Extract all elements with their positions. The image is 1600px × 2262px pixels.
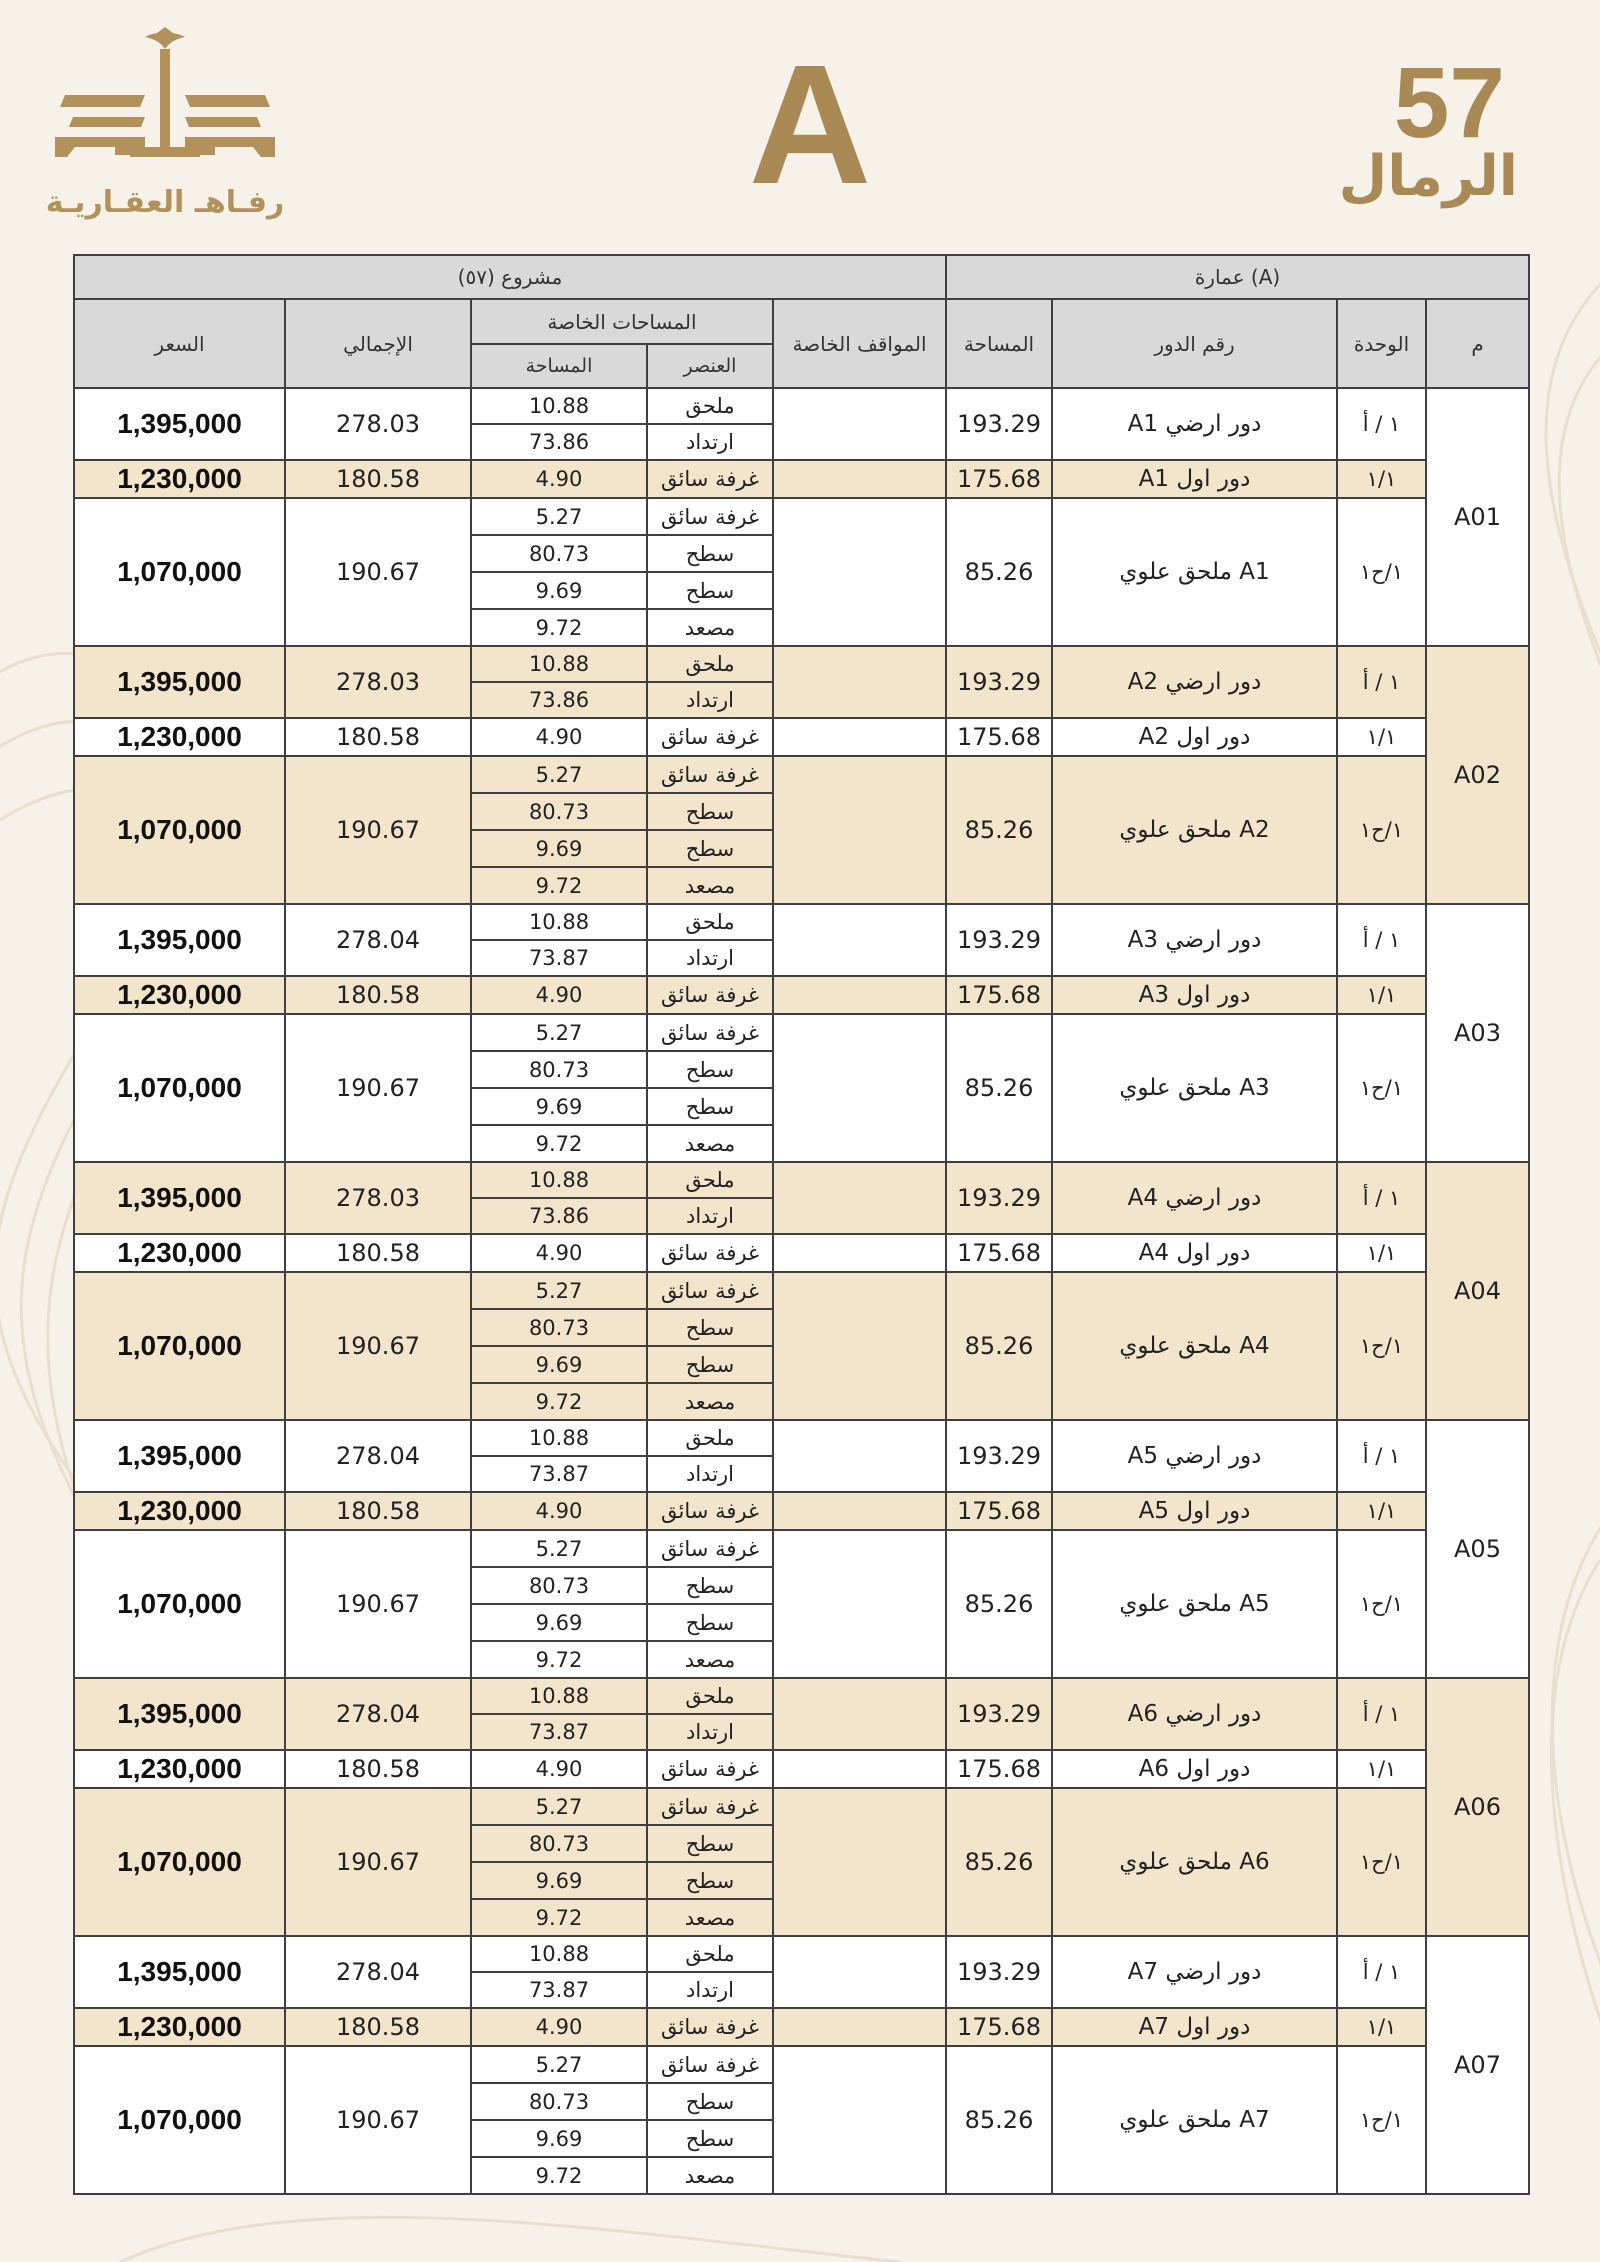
table-row — [74, 1678, 1529, 1714]
private-area-value: 10.88 — [471, 1678, 647, 1714]
unit-total-area: 278.03 — [285, 646, 471, 718]
unit-price: 1,230,000 — [74, 1750, 285, 1788]
unit-code: ١ / أ — [1337, 388, 1426, 460]
unit-total-area: 278.04 — [285, 1420, 471, 1492]
private-area-element: سطح — [647, 1309, 773, 1346]
unit-total-area: 190.67 — [285, 2046, 471, 2194]
unit-price: 1,070,000 — [74, 1014, 285, 1162]
unit-code: ١/ح١ — [1337, 756, 1426, 904]
private-area-element: ارتداد — [647, 1198, 773, 1234]
private-area-element: غرفة سائق — [647, 1272, 773, 1309]
unit-area: 85.26 — [946, 1272, 1052, 1420]
unit-price: 1,395,000 — [74, 1420, 285, 1492]
group-id: A03 — [1426, 904, 1529, 1162]
unit-code: ١/ح١ — [1337, 1272, 1426, 1420]
table-row — [74, 1750, 1529, 1788]
project-label: مشروع (٥٧) — [74, 255, 946, 299]
private-area-element: غرفة سائق — [647, 756, 773, 793]
private-area-value: 10.88 — [471, 646, 647, 682]
private-area-value: 9.69 — [471, 1604, 647, 1641]
private-area-element: غرفة سائق — [647, 1492, 773, 1530]
floor-number: ملحق علوي A5 — [1052, 1530, 1337, 1678]
project-name: الرمال — [1338, 144, 1518, 209]
unit-total-area: 278.03 — [285, 1162, 471, 1234]
private-area-element: ملحق — [647, 904, 773, 940]
header-element: العنصر — [647, 344, 773, 388]
unit-area: 193.29 — [946, 1162, 1052, 1234]
floor-number: ملحق علوي A7 — [1052, 2046, 1337, 2194]
private-area-element: ملحق — [647, 646, 773, 682]
private-area-element: غرفة سائق — [647, 2008, 773, 2046]
table-row — [74, 646, 1529, 682]
unit-area: 85.26 — [946, 1014, 1052, 1162]
unit-price: 1,230,000 — [74, 1234, 285, 1272]
unit-area: 193.29 — [946, 646, 1052, 718]
unit-area: 85.26 — [946, 1530, 1052, 1678]
private-area-element: سطح — [647, 1567, 773, 1604]
unit-price: 1,395,000 — [74, 646, 285, 718]
private-area-element: ملحق — [647, 1162, 773, 1198]
group-id: A02 — [1426, 646, 1529, 904]
private-area-value: 9.69 — [471, 572, 647, 609]
table-row — [74, 718, 1529, 756]
unit-code: ١/١ — [1337, 1234, 1426, 1272]
unit-code: ١/ح١ — [1337, 1014, 1426, 1162]
private-area-value: 73.86 — [471, 1198, 647, 1234]
floor-number: A3 دور اول — [1052, 976, 1337, 1014]
private-area-value: 4.90 — [471, 460, 647, 498]
parking-cell — [773, 1014, 946, 1162]
parking-cell — [773, 646, 946, 718]
unit-code: ١/ح١ — [1337, 1530, 1426, 1678]
private-area-element: سطح — [647, 793, 773, 830]
private-area-value: 80.73 — [471, 535, 647, 572]
unit-area: 85.26 — [946, 498, 1052, 646]
unit-code: ١ / أ — [1337, 646, 1426, 718]
unit-total-area: 180.58 — [285, 2008, 471, 2046]
private-area-element: سطح — [647, 1825, 773, 1862]
private-area-element: ملحق — [647, 1420, 773, 1456]
floor-number: A6 دور اول — [1052, 1750, 1337, 1788]
unit-code: ١/ح١ — [1337, 1788, 1426, 1936]
table-row — [74, 1234, 1529, 1272]
unit-area: 193.29 — [946, 904, 1052, 976]
parking-cell — [773, 388, 946, 460]
floor-number: A2 دور ارضي — [1052, 646, 1337, 718]
unit-price: 1,395,000 — [74, 1936, 285, 2008]
table-row — [74, 460, 1529, 498]
private-area-element: ملحق — [647, 388, 773, 424]
table-row — [74, 1420, 1529, 1456]
private-area-value: 9.69 — [471, 830, 647, 867]
private-area-value: 9.72 — [471, 2157, 647, 2194]
private-area-element: ملحق — [647, 1936, 773, 1972]
unit-total-area: 180.58 — [285, 1234, 471, 1272]
table-row — [74, 1788, 1529, 1825]
unit-price: 1,230,000 — [74, 1492, 285, 1530]
floor-number: ملحق علوي A3 — [1052, 1014, 1337, 1162]
unit-price: 1,230,000 — [74, 2008, 285, 2046]
header-sub-area: المساحة — [471, 344, 647, 388]
floor-number: A4 دور ارضي — [1052, 1162, 1337, 1234]
unit-code: ١/١ — [1337, 976, 1426, 1014]
unit-total-area: 278.03 — [285, 388, 471, 460]
private-area-value: 73.87 — [471, 1456, 647, 1492]
private-area-element: غرفة سائق — [647, 1788, 773, 1825]
unit-price: 1,070,000 — [74, 2046, 285, 2194]
floor-number: A5 دور ارضي — [1052, 1420, 1337, 1492]
parking-cell — [773, 976, 946, 1014]
private-area-element: ملحق — [647, 1678, 773, 1714]
parking-cell — [773, 1530, 946, 1678]
private-area-element: غرفة سائق — [647, 1750, 773, 1788]
unit-code: ١ / أ — [1337, 904, 1426, 976]
private-area-element: غرفة سائق — [647, 460, 773, 498]
private-area-value: 10.88 — [471, 1936, 647, 1972]
floor-number: A2 دور اول — [1052, 718, 1337, 756]
parking-cell — [773, 756, 946, 904]
unit-code: ١/١ — [1337, 1750, 1426, 1788]
private-area-element: غرفة سائق — [647, 1014, 773, 1051]
private-area-element: غرفة سائق — [647, 976, 773, 1014]
parking-cell — [773, 498, 946, 646]
group-id: A04 — [1426, 1162, 1529, 1420]
table-row — [74, 1272, 1529, 1309]
unit-area: 175.68 — [946, 718, 1052, 756]
group-id: A01 — [1426, 388, 1529, 646]
private-area-element: ارتداد — [647, 424, 773, 460]
private-area-element: مصعد — [647, 1899, 773, 1936]
private-area-element: سطح — [647, 572, 773, 609]
floor-number: A7 دور ارضي — [1052, 1936, 1337, 2008]
unit-area: 85.26 — [946, 1788, 1052, 1936]
unit-area: 175.68 — [946, 1492, 1052, 1530]
private-area-element: مصعد — [647, 2157, 773, 2194]
private-area-element: سطح — [647, 1862, 773, 1899]
unit-total-area: 278.04 — [285, 904, 471, 976]
unit-area: 175.68 — [946, 460, 1052, 498]
private-area-element: سطح — [647, 2120, 773, 2157]
private-area-value: 5.27 — [471, 756, 647, 793]
table-row — [74, 2008, 1529, 2046]
header-area: المساحة — [946, 299, 1052, 388]
unit-price: 1,395,000 — [74, 388, 285, 460]
company-name: رفـاهـ العقـاريـة — [45, 185, 285, 220]
header-total: الإجمالي — [285, 299, 471, 388]
table-row — [74, 1530, 1529, 1567]
unit-total-area: 190.67 — [285, 498, 471, 646]
private-area-value: 73.87 — [471, 1972, 647, 2008]
private-area-value: 80.73 — [471, 1309, 647, 1346]
private-area-value: 9.72 — [471, 867, 647, 904]
unit-code: ١/١ — [1337, 718, 1426, 756]
unit-area: 85.26 — [946, 756, 1052, 904]
private-area-value: 73.87 — [471, 1714, 647, 1750]
parking-cell — [773, 1272, 946, 1420]
private-area-element: مصعد — [647, 1125, 773, 1162]
table-body — [74, 388, 1529, 2194]
private-area-value: 73.86 — [471, 424, 647, 460]
table-row — [74, 388, 1529, 424]
private-area-value: 5.27 — [471, 1788, 647, 1825]
group-id: A06 — [1426, 1678, 1529, 1936]
private-area-value: 9.72 — [471, 1383, 647, 1420]
unit-area: 175.68 — [946, 976, 1052, 1014]
private-area-value: 4.90 — [471, 1492, 647, 1530]
private-area-element: سطح — [647, 535, 773, 572]
floor-number: A7 دور اول — [1052, 2008, 1337, 2046]
private-area-value: 80.73 — [471, 1567, 647, 1604]
table-row — [74, 1014, 1529, 1051]
page-header — [0, 0, 1600, 250]
floor-number: ملحق علوي A2 — [1052, 756, 1337, 904]
parking-cell — [773, 460, 946, 498]
parking-cell — [773, 1492, 946, 1530]
unit-area: 193.29 — [946, 1936, 1052, 2008]
parking-cell — [773, 1788, 946, 1936]
unit-area: 193.29 — [946, 388, 1052, 460]
unit-code: ١/ح١ — [1337, 498, 1426, 646]
private-area-value: 5.27 — [471, 1014, 647, 1051]
parking-cell — [773, 718, 946, 756]
floor-number: A1 دور ارضي — [1052, 388, 1337, 460]
private-area-element: ارتداد — [647, 1714, 773, 1750]
private-area-value: 73.87 — [471, 940, 647, 976]
company-logo — [45, 25, 285, 225]
unit-price: 1,395,000 — [74, 1162, 285, 1234]
private-area-element: سطح — [647, 830, 773, 867]
floor-number: A3 دور ارضي — [1052, 904, 1337, 976]
private-area-value: 9.72 — [471, 1899, 647, 1936]
header-m: م — [1426, 299, 1529, 388]
table-row — [74, 904, 1529, 940]
private-area-value: 4.90 — [471, 1234, 647, 1272]
floor-number: A5 دور اول — [1052, 1492, 1337, 1530]
unit-code: ١/ح١ — [1337, 2046, 1426, 2194]
table-row — [74, 976, 1529, 1014]
parking-cell — [773, 1420, 946, 1492]
private-area-value: 10.88 — [471, 904, 647, 940]
private-area-value: 9.69 — [471, 1088, 647, 1125]
private-area-element: غرفة سائق — [647, 2046, 773, 2083]
parking-cell — [773, 1750, 946, 1788]
unit-total-area: 180.58 — [285, 718, 471, 756]
floor-number: A4 دور اول — [1052, 1234, 1337, 1272]
unit-total-area: 180.58 — [285, 1750, 471, 1788]
unit-total-area: 190.67 — [285, 756, 471, 904]
floor-number: A1 دور اول — [1052, 460, 1337, 498]
private-area-element: مصعد — [647, 609, 773, 646]
private-area-element: ارتداد — [647, 940, 773, 976]
private-area-value: 80.73 — [471, 1051, 647, 1088]
private-area-value: 9.69 — [471, 2120, 647, 2157]
private-area-value: 80.73 — [471, 1825, 647, 1862]
private-area-element: ارتداد — [647, 682, 773, 718]
floor-number: ملحق علوي A6 — [1052, 1788, 1337, 1936]
table-row — [74, 1492, 1529, 1530]
table-row — [74, 1936, 1529, 1972]
parking-cell — [773, 1162, 946, 1234]
private-area-value: 10.88 — [471, 1162, 647, 1198]
unit-total-area: 180.58 — [285, 976, 471, 1014]
private-area-element: مصعد — [647, 1641, 773, 1678]
unit-price: 1,230,000 — [74, 718, 285, 756]
unit-total-area: 190.67 — [285, 1788, 471, 1936]
unit-total-area: 278.04 — [285, 1678, 471, 1750]
group-id: A05 — [1426, 1420, 1529, 1678]
unit-code: ١/١ — [1337, 2008, 1426, 2046]
parking-cell — [773, 904, 946, 976]
unit-price: 1,070,000 — [74, 498, 285, 646]
private-area-value: 5.27 — [471, 1530, 647, 1567]
unit-price: 1,395,000 — [74, 1678, 285, 1750]
unit-price: 1,070,000 — [74, 756, 285, 904]
unit-area: 175.68 — [946, 2008, 1052, 2046]
unit-code: ١ / أ — [1337, 1936, 1426, 2008]
price-table — [73, 254, 1530, 2195]
private-area-element: سطح — [647, 1088, 773, 1125]
private-area-value: 9.72 — [471, 609, 647, 646]
private-area-value: 4.90 — [471, 976, 647, 1014]
group-id: A07 — [1426, 1936, 1529, 2194]
unit-price: 1,395,000 — [74, 904, 285, 976]
private-area-element: مصعد — [647, 1383, 773, 1420]
parking-cell — [773, 1234, 946, 1272]
unit-code: ١/١ — [1337, 1492, 1426, 1530]
unit-price: 1,230,000 — [74, 976, 285, 1014]
unit-total-area: 278.04 — [285, 1936, 471, 2008]
unit-code: ١ / أ — [1337, 1678, 1426, 1750]
unit-area: 175.68 — [946, 1750, 1052, 1788]
private-area-element: غرفة سائق — [647, 498, 773, 535]
private-area-value: 73.86 — [471, 682, 647, 718]
unit-price: 1,070,000 — [74, 1530, 285, 1678]
palm-logo-icon — [45, 25, 285, 195]
unit-total-area: 190.67 — [285, 1530, 471, 1678]
private-area-value: 4.90 — [471, 718, 647, 756]
private-area-element: غرفة سائق — [647, 718, 773, 756]
private-area-element: غرفة سائق — [647, 1234, 773, 1272]
table-row — [74, 2046, 1529, 2083]
parking-cell — [773, 1936, 946, 2008]
private-area-element: مصعد — [647, 867, 773, 904]
private-area-element: سطح — [647, 2083, 773, 2120]
table-row — [74, 1162, 1529, 1198]
unit-price: 1,070,000 — [74, 1788, 285, 1936]
unit-price: 1,230,000 — [74, 460, 285, 498]
table-row — [74, 498, 1529, 535]
private-area-value: 9.72 — [471, 1125, 647, 1162]
building-label: عمارة (A) — [946, 255, 1529, 299]
private-area-element: سطح — [647, 1604, 773, 1641]
private-area-element: غرفة سائق — [647, 1530, 773, 1567]
parking-cell — [773, 1678, 946, 1750]
parking-cell — [773, 2046, 946, 2194]
unit-area: 193.29 — [946, 1678, 1052, 1750]
floor-number: ملحق علوي A1 — [1052, 498, 1337, 646]
parking-cell — [773, 2008, 946, 2046]
price-table-sheet — [73, 254, 1528, 2188]
header-private-areas: المساحات الخاصة — [471, 299, 773, 344]
unit-area: 175.68 — [946, 1234, 1052, 1272]
unit-code: ١/١ — [1337, 460, 1426, 498]
floor-number: A6 دور ارضي — [1052, 1678, 1337, 1750]
private-area-value: 4.90 — [471, 2008, 647, 2046]
private-area-value: 10.88 — [471, 388, 647, 424]
header-parking: المواقف الخاصة — [773, 299, 946, 388]
unit-code: ١ / أ — [1337, 1420, 1426, 1492]
private-area-value: 5.27 — [471, 2046, 647, 2083]
unit-total-area: 180.58 — [285, 460, 471, 498]
unit-total-area: 180.58 — [285, 1492, 471, 1530]
private-area-element: سطح — [647, 1346, 773, 1383]
private-area-value: 80.73 — [471, 793, 647, 830]
private-area-value: 9.69 — [471, 1862, 647, 1899]
unit-code: ١ / أ — [1337, 1162, 1426, 1234]
private-area-element: سطح — [647, 1051, 773, 1088]
unit-total-area: 190.67 — [285, 1014, 471, 1162]
unit-price: 1,070,000 — [74, 1272, 285, 1420]
unit-area: 193.29 — [946, 1420, 1052, 1492]
private-area-value: 5.27 — [471, 498, 647, 535]
unit-area: 85.26 — [946, 2046, 1052, 2194]
header-floor: رقم الدور — [1052, 299, 1337, 388]
header-unit: الوحدة — [1337, 299, 1426, 388]
private-area-value: 9.69 — [471, 1346, 647, 1383]
private-area-value: 4.90 — [471, 1750, 647, 1788]
private-area-element: ارتداد — [647, 1456, 773, 1492]
private-area-value: 10.88 — [471, 1420, 647, 1456]
project-number: 57 — [1393, 47, 1505, 159]
floor-number: ملحق علوي A4 — [1052, 1272, 1337, 1420]
unit-total-area: 190.67 — [285, 1272, 471, 1420]
private-area-value: 80.73 — [471, 2083, 647, 2120]
private-area-value: 9.72 — [471, 1641, 647, 1678]
header-price: السعر — [74, 299, 285, 388]
private-area-value: 5.27 — [471, 1272, 647, 1309]
private-area-element: ارتداد — [647, 1972, 773, 2008]
building-letter: A — [748, 30, 872, 220]
table-row — [74, 756, 1529, 793]
